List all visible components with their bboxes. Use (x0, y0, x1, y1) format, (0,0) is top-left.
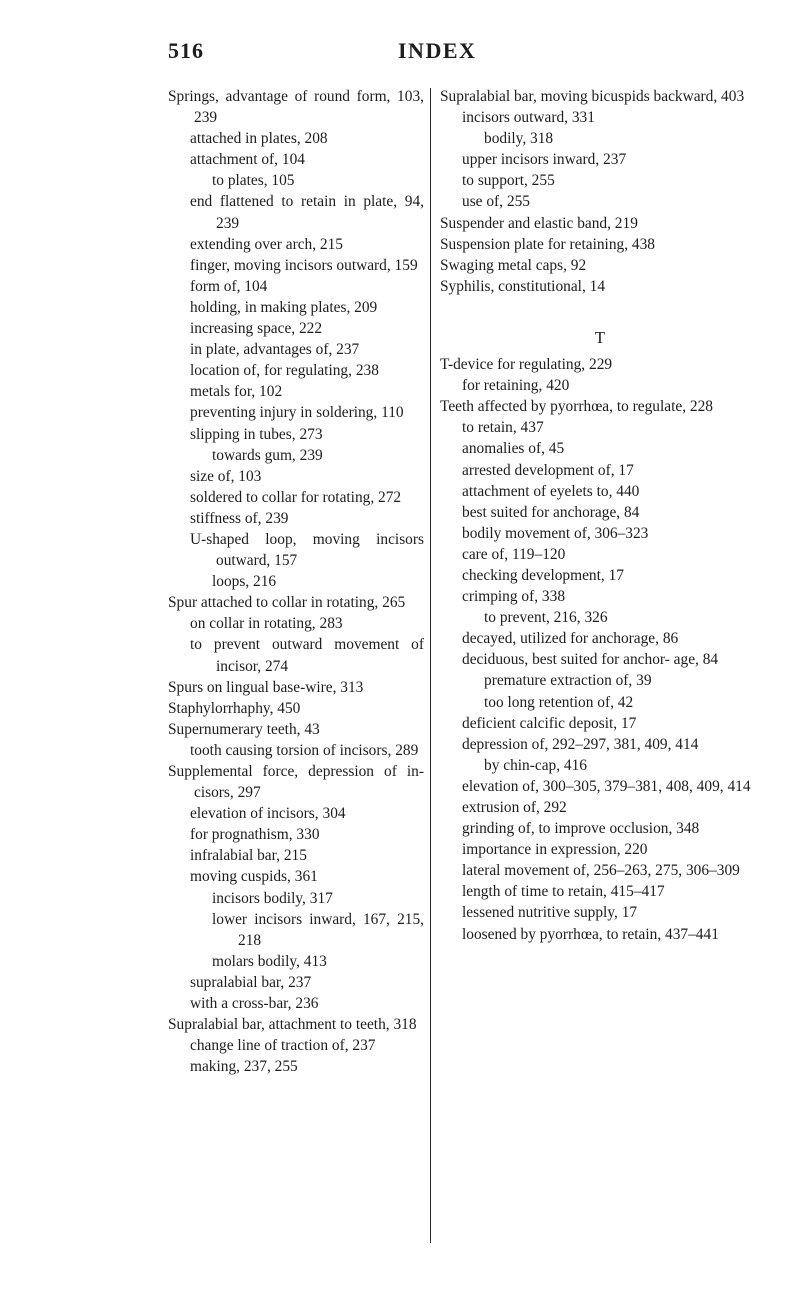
index-entry: Suspender and elastic band, 219 (440, 214, 638, 232)
index-entry: extrusion of, 292 (462, 799, 567, 816)
index-entry: length of time to retain, 415–417 (462, 883, 665, 901)
index-entry: to retain, 437 (462, 419, 544, 437)
index-entry: Swaging metal caps, 92 (440, 256, 587, 274)
page-title: INDEX (398, 38, 477, 63)
index-entry: importance in expression, 220 (462, 841, 648, 859)
index-entry: bodily movement of, 306–323 (462, 524, 649, 542)
index-entry: with a cross-bar, 236 (190, 995, 319, 1013)
index-entry: on collar in rotating, 283 (190, 615, 343, 633)
right-entries-t (440, 354, 760, 945)
index-entry: finger, moving incisors outward, 159 (190, 256, 418, 274)
index-entry: by chin-cap, 416 (484, 756, 587, 774)
index-entry: Spurs on lingual base-wire, 313 (168, 678, 364, 696)
index-entry: location of, for regulating, 238 (190, 362, 379, 380)
index-entry: Supralabial bar, attachment to teeth, 318 (168, 1016, 417, 1034)
index-entry: stiffness of, 239 (190, 509, 289, 527)
index-entry: molars bodily, 413 (212, 952, 327, 970)
index-entry: grinding of, to improve occlusion, 348 (462, 820, 700, 838)
index-entry: Springs, advantage of round form, 103, 239 (168, 88, 424, 127)
index-entry: incisors outward, 331 (462, 109, 595, 127)
index-entry: anomalies of, 45 (462, 440, 565, 458)
index-entry: to support, 255 (462, 172, 555, 190)
page-header (0, 38, 800, 72)
index-entry: end flattened to retain in plate, 94, 239 (190, 193, 424, 232)
index-entry: for prognathism, 330 (190, 826, 320, 844)
index-entry: crimping of, 338 (462, 588, 566, 606)
index-entry: incisors bodily, 317 (212, 889, 333, 907)
index-entry: loops, 216 (212, 573, 277, 591)
index-entry: checking development, 17 (462, 566, 624, 584)
index-entry: Supralabial bar, moving bicuspids backward, 403 (440, 88, 745, 105)
index-entry: to prevent outward movement of incisor, 274 (190, 636, 424, 675)
index-entry: Supernumerary teeth, 43 (168, 720, 320, 738)
index-entry: for retaining, 420 (462, 377, 570, 395)
index-entry: infralabial bar, 215 (190, 847, 307, 865)
index-entry: U-shaped loop, moving incisors outward, 157 (190, 530, 424, 570)
index-entry: change line of traction of, 237 (190, 1037, 376, 1055)
index-entry: moving cuspids, 361 (190, 868, 318, 886)
index-entry: T-device for regulating, 229 (440, 356, 613, 374)
index-entry: elevation of, 300–305, 379–381, 408, 409, 414 (462, 777, 751, 795)
index-entry: decayed, utilized for anchorage, 86 (462, 630, 679, 648)
index-entry: care of, 119–120 (462, 545, 566, 563)
index-entry: Supplemental force, depression of in- cisors, 297 (168, 763, 424, 802)
index-entry: soldered to collar for rotating, 272 (190, 488, 402, 506)
index-entry: preventing injury in soldering, 110 (190, 404, 404, 422)
index-entry: arrested development of, 17 (462, 461, 634, 479)
section-letter-heading: T (594, 327, 606, 347)
index-entry: to prevent, 216, 326 (484, 609, 608, 627)
index-entry: Syphilis, constitutional, 14 (440, 277, 606, 295)
index-entry: bodily, 318 (484, 130, 554, 148)
index-entry: elevation of incisors, 304 (190, 805, 346, 823)
index-entry: deciduous, best suited for anchor- age, 84 (462, 651, 719, 669)
index-entry: upper incisors inward, 237 (462, 151, 627, 169)
left-index-column (168, 86, 424, 1077)
index-entry: size of, 103 (190, 467, 262, 485)
index-entry: making, 237, 255 (190, 1058, 298, 1076)
index-entry: in plate, advantages of, 237 (190, 341, 360, 359)
right-entries-s (440, 86, 760, 297)
index-entry: Teeth affected by pyorrhœa, to regulate, 228 (440, 398, 713, 416)
index-entry: attached in plates, 208 (190, 130, 328, 148)
column-divider (430, 88, 431, 1243)
index-entry: supralabial bar, 237 (190, 973, 312, 991)
index-entry: holding, in making plates, 209 (190, 298, 378, 316)
index-entry: deficient calcific deposit, 17 (462, 714, 637, 732)
index-entry: lateral movement of, 256–263, 275, 306–309 (462, 862, 740, 880)
index-entry: too long retention of, 42 (484, 693, 634, 711)
index-entry: best suited for anchorage, 84 (462, 503, 640, 521)
index-entry: tooth causing torsion of incisors, 289 (190, 741, 419, 759)
index-entry: Suspension plate for retaining, 438 (440, 235, 656, 253)
index-entry: Staphylorrhaphy, 450 (168, 699, 301, 717)
index-entry: depression of, 292–297, 381, 409, 414 (462, 735, 699, 753)
page-number: 516 (168, 38, 204, 63)
index-entry: increasing space, 222 (190, 320, 323, 338)
right-index-column (440, 86, 760, 945)
index-entry: lessened nutritive supply, 17 (462, 904, 638, 922)
index-entry: lower incisors inward, 167, 215, 218 (212, 910, 424, 949)
index-entry: use of, 255 (462, 193, 530, 211)
index-entry: to plates, 105 (212, 172, 295, 190)
index-entry: slipping in tubes, 273 (190, 425, 323, 443)
index-entry: premature extraction of, 39 (484, 672, 652, 690)
index-entry: loosened by pyorrhœa, to retain, 437–441 (462, 925, 719, 943)
index-entry: extending over arch, 215 (190, 235, 343, 253)
index-entry: attachment of eyelets to, 440 (462, 482, 640, 500)
index-entry: metals for, 102 (190, 383, 283, 401)
index-entry: form of, 104 (190, 277, 268, 295)
index-entry: attachment of, 104 (190, 151, 305, 169)
index-entry: Spur attached to collar in rotating, 265 (168, 594, 406, 612)
index-entry: towards gum, 239 (212, 446, 323, 464)
